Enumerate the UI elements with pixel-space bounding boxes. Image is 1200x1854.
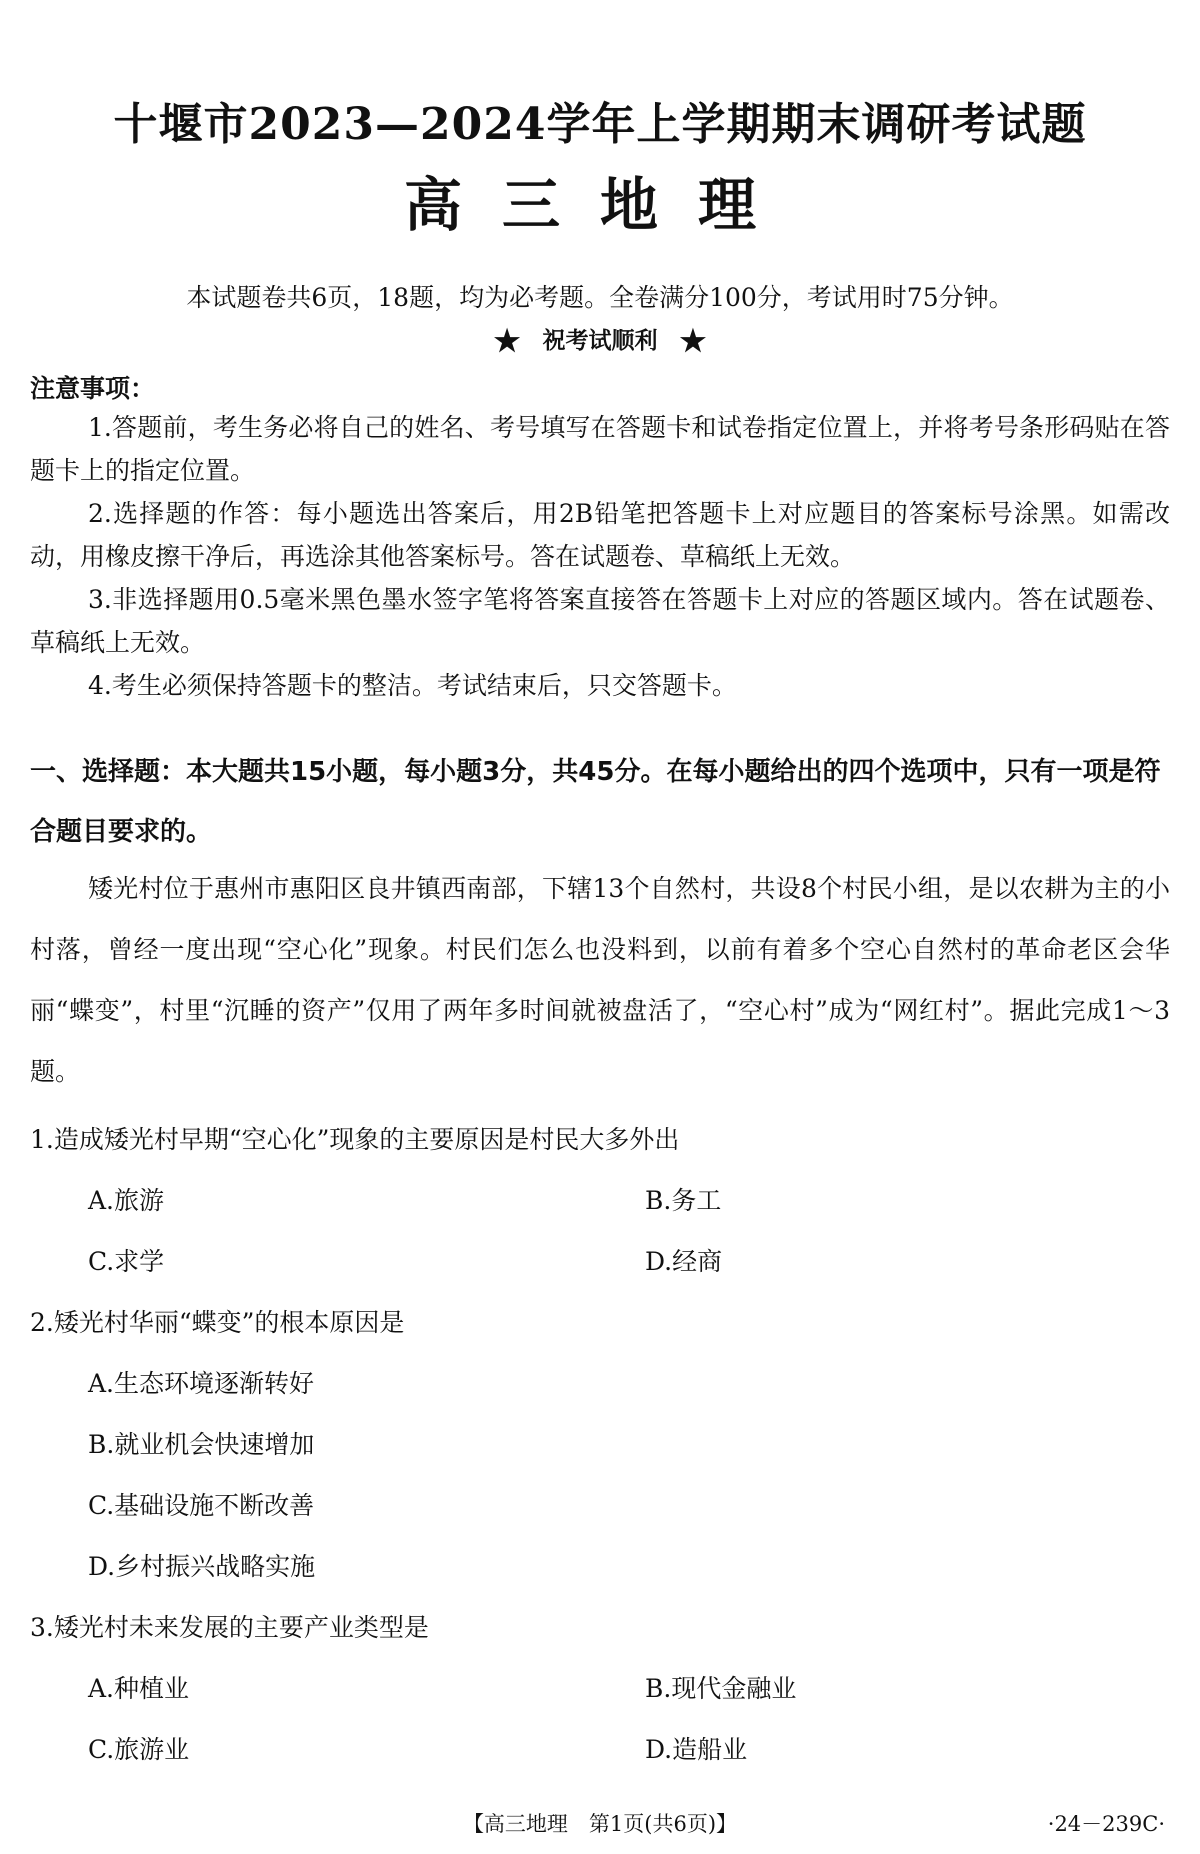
notice-item: 4.考生必须保持答题卡的整洁。考试结束后，只交答题卡。: [88, 671, 737, 700]
section-title: 一、选择题：本大题共15小题，每小题3分，共45分。在每小题给出的四个选项中，只有一项是符合题目要求的。: [30, 757, 1161, 847]
question-stem: 3.矮光村未来发展的主要产业类型是: [30, 1613, 429, 1642]
option-c: C.求学: [88, 1247, 165, 1276]
option-b: B.就业机会快速增加: [88, 1430, 315, 1459]
exam-intro: 本试题卷共6页，18题，均为必考题。全卷满分100分，考试用时75分钟。: [186, 283, 1014, 312]
subject-title: 高三地理: [403, 171, 796, 239]
option-d: D.经商: [645, 1247, 723, 1276]
option-b: B.现代金融业: [645, 1674, 797, 1703]
option-c: C.旅游业: [88, 1735, 190, 1764]
good-luck-text: 祝考试顺利: [542, 327, 658, 354]
exam-title: 十堰市2023—2024学年上学期期末调研考试题: [113, 99, 1087, 150]
star-icon: ★: [679, 324, 707, 359]
notice-item: 3.非选择题用0.5毫米黑色墨水签字笔将答案直接答在答题卡上对应的答题区域内。答在试题卷、草稿纸上无效。: [30, 585, 1170, 657]
option-d: D.乡村振兴战略实施: [88, 1552, 316, 1581]
question-stem: 2.矮光村华丽“蝶变”的根本原因是: [30, 1308, 405, 1337]
option-a: A.种植业: [88, 1674, 190, 1703]
option-a: A.旅游: [88, 1186, 165, 1215]
notice-title: 注意事项：: [30, 374, 156, 403]
star-icon: ★: [493, 324, 521, 359]
option-b: B.务工: [645, 1186, 722, 1215]
good-luck-line: [0, 322, 1200, 359]
question-stem: 1.造成矮光村早期“空心化”现象的主要原因是村民大多外出: [30, 1125, 680, 1154]
option-c: C.基础设施不断改善: [88, 1491, 315, 1520]
notice-item: 1.答题前，考生务必将自己的姓名、考号填写在答题卡和试卷指定位置上，并将考号条形码贴在答题卡上的指定位置。: [30, 413, 1170, 485]
page-footer: 【高三地理 第1页(共6页)】: [462, 1812, 738, 1836]
reading-passage: 矮光村位于惠州市惠阳区良井镇西南部，下辖13个自然村，共设8个村民小组，是以农耕为主的小村落，曾经一度出现“空心化”现象。村民们怎么也没料到，以前有着多个空心自然村的革命老区会华丽“蝶变”，村里“沉睡的资产”仅用了两年多时间就被盘活了，“空心村”成为“网红村”。据此完成1～3题。: [30, 874, 1170, 1086]
notice-item: 2.选择题的作答：每小题选出答案后，用2B铅笔把答题卡上对应题目的答案标号涂黑。如需改动，用橡皮擦干净后，再选涂其他答案标号。答在试题卷、草稿纸上无效。: [30, 499, 1170, 571]
paper-code: ·24－239C·: [1047, 1812, 1165, 1836]
option-a: A.生态环境逐渐转好: [88, 1369, 315, 1398]
option-d: D.造船业: [645, 1735, 748, 1764]
